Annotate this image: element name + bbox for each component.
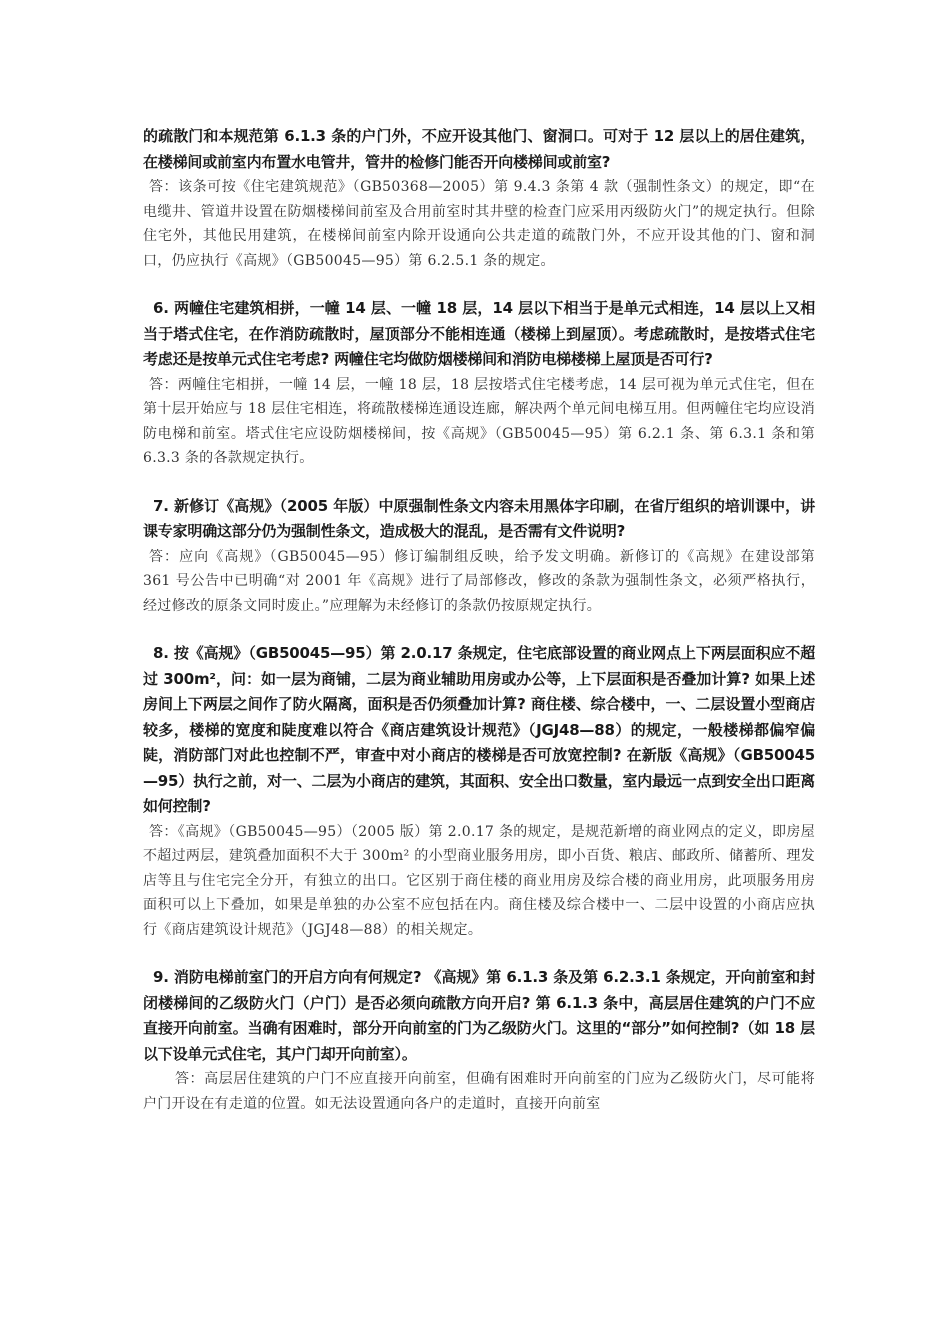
question-text: 6. 两幢住宅建筑相拼，一幢 14 层、一幢 18 层，14 层以下相当于是单元式相连，14 层以上又相当于塔式住宅，在作消防疏散时，屋顶部分不能相连通（楼梯上到屋顶）。考虑疏散时，是按塔式住宅考虑还是按单元式住宅考虑? 两幢住宅均做防烟楼梯间和消防电梯楼梯上屋顶是否可行? <box>143 299 815 368</box>
qa-block-8 <box>143 641 815 942</box>
answer-text: 答：《高规》（GB50045—95）（2005 版）第 2.0.17 条的规定，是规范新增的商业网点的定义，即房屋不超过两层，建筑叠加面积不大于 300m² 的小型商业服务用房，即小百货、粮店、邮政所、储蓄所、理发店等且与住宅完全分开，有独立的出口。它区别于商住楼的商业用房及综合楼的商业用房，此项服务用房面积可以上下叠加，如果是单独的办公室不应包括在内。商住楼及综合楼中一、二层中设置的小商店应执行《商店建筑设计规范》（JGJ48—88）的相关规定。 <box>143 823 815 938</box>
qa-block-7 <box>143 494 815 619</box>
question-text: 7. 新修订《高规》（2005 年版）中原强制性条文内容未用黑体字印刷，在省厅组织的培训课中，讲课专家明确这部分仍为强制性条文，造成极大的混乱，是否需有文件说明? <box>143 496 815 540</box>
question-text: 9. 消防电梯前室门的开启方向有何规定? 《高规》第 6.1.3 条及第 6.2.3.1 条规定，开向前室和封闭楼梯间的乙级防火门（户门）是否必须向疏散方向开启? 第 6.1.3 条中，高层居住建筑的户门不应直接开向前室。当确有困难时，部分开向前室的门为乙级防火门。这里的“部分”如何控制?（如 18 层以下设单元式住宅，其户门却开向前室）。 <box>143 968 815 1063</box>
qa-block-6 <box>143 296 815 471</box>
question-text: 8. 按《高规》（GB50045—95）第 2.0.17 条规定，住宅底部设置的商业网点上下两层面积应不超过 300m²，问：如一层为商铺，二层为商业辅助用房或办公等，上下层面积是否叠加计算? 如果上述房间上下两层之间作了防火隔离，面积是否仍须叠加计算? 商住楼、综合楼中，一、二层设置小型商店较多，楼梯的宽度和陡度难以符合《商店建筑设计规范》（JGJ48—88）的规定，一般楼梯都偏窄偏陡，消防部门对此也控制不严，审查中对小商店的楼梯是否可放宽控制? 在新版《高规》（GB50045—95）执行之前，对一、二层为小商店的建筑，其面积、安全出口数量，室内最远一点到安全出口距离如何控制? <box>143 644 815 815</box>
answer-text: 答：该条可按《住宅建筑规范》（GB50368—2005）第 9.4.3 条第 4 款（强制性条文）的规定，即“在电缆井、管道井设置在防烟楼梯间前室及合用前室时其井壁的检查门应采用丙级防火门”的规定执行。但除住宅外，其他民用建筑，在楼梯间前室内除开设通向公共走道的疏散门外，不应开设其他的门、窗和洞口，仍应执行《高规》（GB50045—95）第 6.2.5.1 条的规定。 <box>143 179 815 269</box>
answer-text: 答：应向《高规》（GB50045—95）修订编制组反映，给予发文明确。新修订的《高规》在建设部第 361 号公告中已明确“对 2001 年《高规》进行了局部修改，修改的条款为强制性条文，必须严格执行，经过修改的原条文同时废止。”应理解为未经修订的条款仍按原规定执行。 <box>143 548 815 614</box>
answer-text: 答：高层居住建筑的户门不应直接开向前室，但确有困难时开向前室的门应为乙级防火门，尽可能将户门开设在有走道的位置。如无法设置通向各户的走道时，直接开向前室 <box>143 1071 815 1112</box>
qa-block-9 <box>143 965 815 1116</box>
answer-text: 答：两幢住宅相拼，一幢 14 层，一幢 18 层，18 层按塔式住宅楼考虑，14 层可视为单元式住宅，但在第十层开始应与 18 层住宅相连，将疏散楼梯连通设连廊，解决两个单元间电梯互用。但两幢住宅均应设消防电梯和前室。塔式住宅应设防烟楼梯间，按《高规》（GB50045—95）第 6.2.1 条、第 6.3.1 条和第 6.3.3 条的各款规定执行。 <box>143 376 815 466</box>
qa-block-5 <box>143 124 815 273</box>
document-page <box>143 124 815 1139</box>
question-text: 的疏散门和本规范第 6.1.3 条的户门外，不应开设其他门、窗洞口。可对于 12 层以上的居住建筑，在楼梯间或前室内布置水电管井，管井的检修门能否开向楼梯间或前室? <box>143 127 815 171</box>
